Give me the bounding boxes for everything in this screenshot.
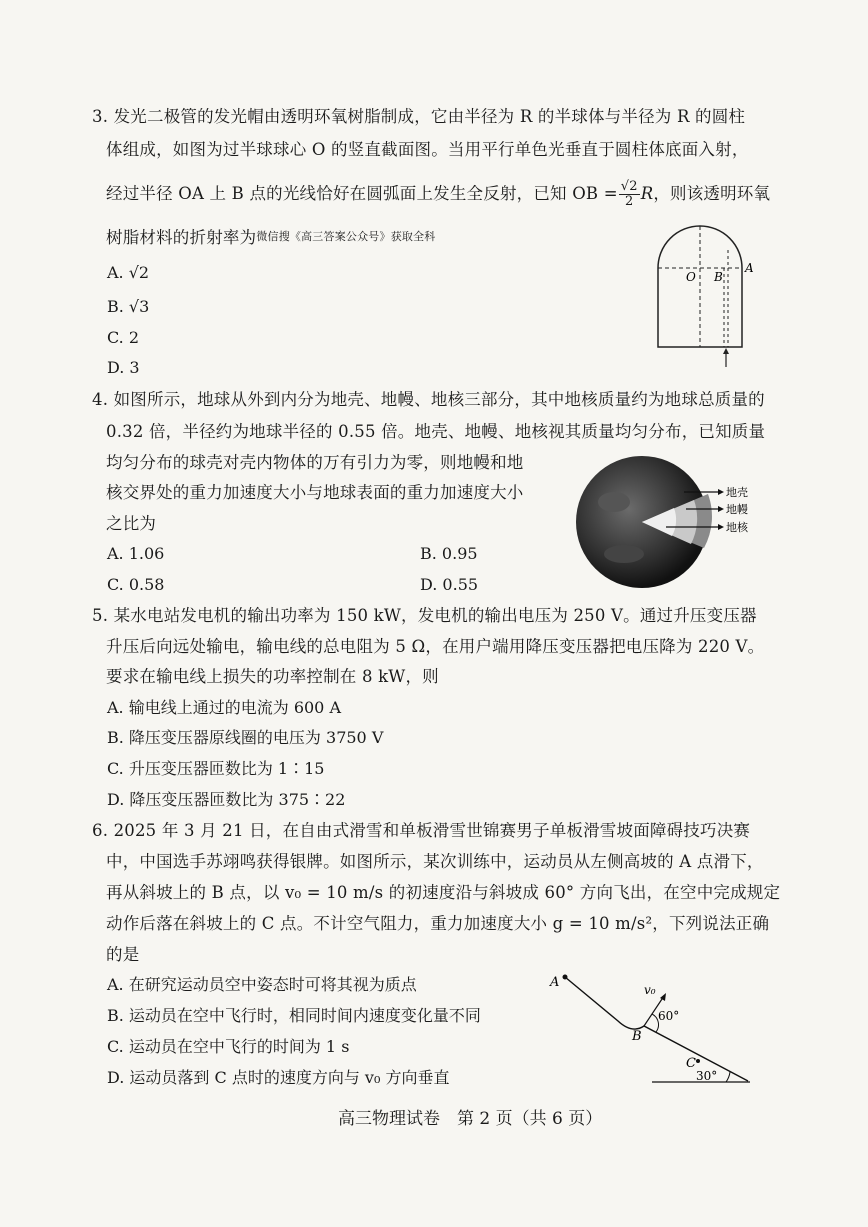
- core-arrow: [718, 524, 724, 530]
- label-b: B: [714, 270, 723, 284]
- q3-frac-after: R: [640, 184, 654, 203]
- q4-line-1: 4. 如图所示，地球从外到内分为地壳、地幔、地核三部分，其中地核质量约为地球总质量的: [92, 390, 765, 409]
- q4-option-a: A. 1.06: [107, 544, 165, 563]
- label-a: A: [745, 261, 754, 275]
- q3-option-b: B. √3: [107, 297, 150, 316]
- q6-option-a: A. 在研究运动员空中姿态时可将其视为质点: [107, 975, 417, 994]
- q3-line-3-text: 经过半径 OA 上 B 点的光线恰好在圆弧面上发生全反射，已知 OB =: [106, 184, 618, 203]
- continent-shape-2: [604, 545, 644, 563]
- q4-line-3: 均匀分布的球壳对壳内物体的万有引力为零，则地幔和地: [106, 453, 524, 472]
- q5-line-1: 5. 某水电站发电机的输出功率为 150 kW，发电机的输出电压为 250 V。通过升压变压器: [92, 606, 757, 625]
- q3-fraction: [619, 180, 640, 209]
- mantle-arrow: [718, 506, 724, 512]
- q3-option-c: C. 2: [107, 328, 140, 347]
- label-angle-60: 60°: [658, 1009, 680, 1023]
- label-crust: 地壳: [726, 486, 748, 499]
- q5-option-c: C. 升压变压器匝数比为 1∶15: [107, 759, 325, 778]
- q4-option-d: D. 0.55: [420, 575, 479, 594]
- q3-line-4: [106, 226, 436, 249]
- q5-option-d: D. 降压变压器匝数比为 375∶22: [107, 790, 346, 809]
- q3-option-a: A. √2: [107, 263, 150, 282]
- q6-option-d: D. 运动员落到 C 点时的速度方向与 v₀ 方向垂直: [107, 1068, 450, 1087]
- q6-line-4: 动作后落在斜坡上的 C 点。不计空气阻力，重力加速度大小 g = 10 m/s²，下列说法正确: [106, 914, 770, 933]
- q6-option-b: B. 运动员在空中飞行时，相同时间内速度变化量不同: [107, 1006, 481, 1025]
- page-footer: 高三物理试卷 第 2 页（共 6 页）: [338, 1109, 603, 1129]
- q4-option-b: B. 0.95: [420, 544, 478, 563]
- arrow-head: [723, 348, 729, 354]
- angle-30-arc: [726, 1072, 730, 1082]
- q5-option-b: B. 降压变压器原线圈的电压为 3750 V: [107, 728, 384, 747]
- q3-line-2: 体组成，如图为过半球球心 O 的竖直截面图。当用平行单色光垂直于圆柱体底面入射，: [106, 140, 749, 159]
- q3-line-3: [106, 180, 770, 209]
- q3-line-4-text: 树脂材料的折射率为: [106, 228, 257, 247]
- label-mantle: 地幔: [726, 503, 748, 516]
- q5-option-a: A. 输电线上通过的电流为 600 A: [107, 698, 341, 717]
- point-c-dot: [696, 1059, 700, 1063]
- q4-line-5: 之比为: [106, 514, 157, 533]
- q4-option-c: C. 0.58: [107, 575, 165, 594]
- label-o: O: [686, 270, 696, 284]
- q3-frac-den: 2: [624, 194, 634, 209]
- q3-led-diagram: [650, 222, 760, 370]
- q6-line-5: 的是: [106, 945, 140, 964]
- label-angle-30: 30°: [696, 1069, 718, 1083]
- slope-path: [565, 977, 748, 1081]
- q6-line-1: 6. 2025 年 3 月 21 日，在自由式滑雪和单板滑雪世锦赛男子单板滑雪坡面障碍技巧决赛: [92, 821, 751, 840]
- q3-line-3-tail: ，则该透明环氧: [653, 184, 771, 203]
- q6-line-2: 中，中国选手苏翊鸣获得银牌。如图所示，某次训练中，运动员从左侧高坡的 A 点滑下，: [106, 852, 764, 871]
- label-v0: v₀: [644, 983, 656, 997]
- label-b: B: [632, 1029, 642, 1044]
- q4-line-4: 核交界处的重力加速度大小与地球表面的重力加速度大小: [106, 483, 524, 502]
- q4-line-2: 0.32 倍，半径约为地球半径的 0.55 倍。地壳、地幔、地核视其质量均匀分布，已知质量: [106, 422, 766, 441]
- q5-line-3: 要求在输电线上损失的功率控制在 8 kW，则: [106, 667, 439, 686]
- q4-earth-diagram: [574, 454, 758, 590]
- q3-line-1: 3. 发光二极管的发光帽由透明环氧树脂制成，它由半径为 R 的半球体与半径为 R 的圆柱: [92, 107, 746, 126]
- watermark-text: 微信搜《高三答案公众号》获取全科: [256, 230, 436, 243]
- label-core: 地核: [726, 521, 748, 534]
- continent-shape: [598, 492, 630, 512]
- q3-frac-num: √2: [620, 179, 638, 194]
- q6-option-c: C. 运动员在空中飞行的时间为 1 s: [107, 1037, 350, 1056]
- q3-option-d: D. 3: [107, 358, 140, 377]
- led-outline: [658, 226, 742, 347]
- q5-line-2: 升压后向远处输电，输电线的总电阻为 5 Ω，在用户端用降压变压器把电压降为 220 V。: [106, 637, 765, 656]
- label-a: A: [550, 975, 560, 990]
- q6-line-3: 再从斜坡上的 B 点，以 v₀ = 10 m/s 的初速度沿与斜坡成 60° 方向飞出，在空中完成规定: [106, 883, 781, 902]
- label-c: C: [686, 1056, 696, 1071]
- q6-slope-diagram: [540, 966, 754, 1088]
- crust-arrow: [718, 489, 724, 495]
